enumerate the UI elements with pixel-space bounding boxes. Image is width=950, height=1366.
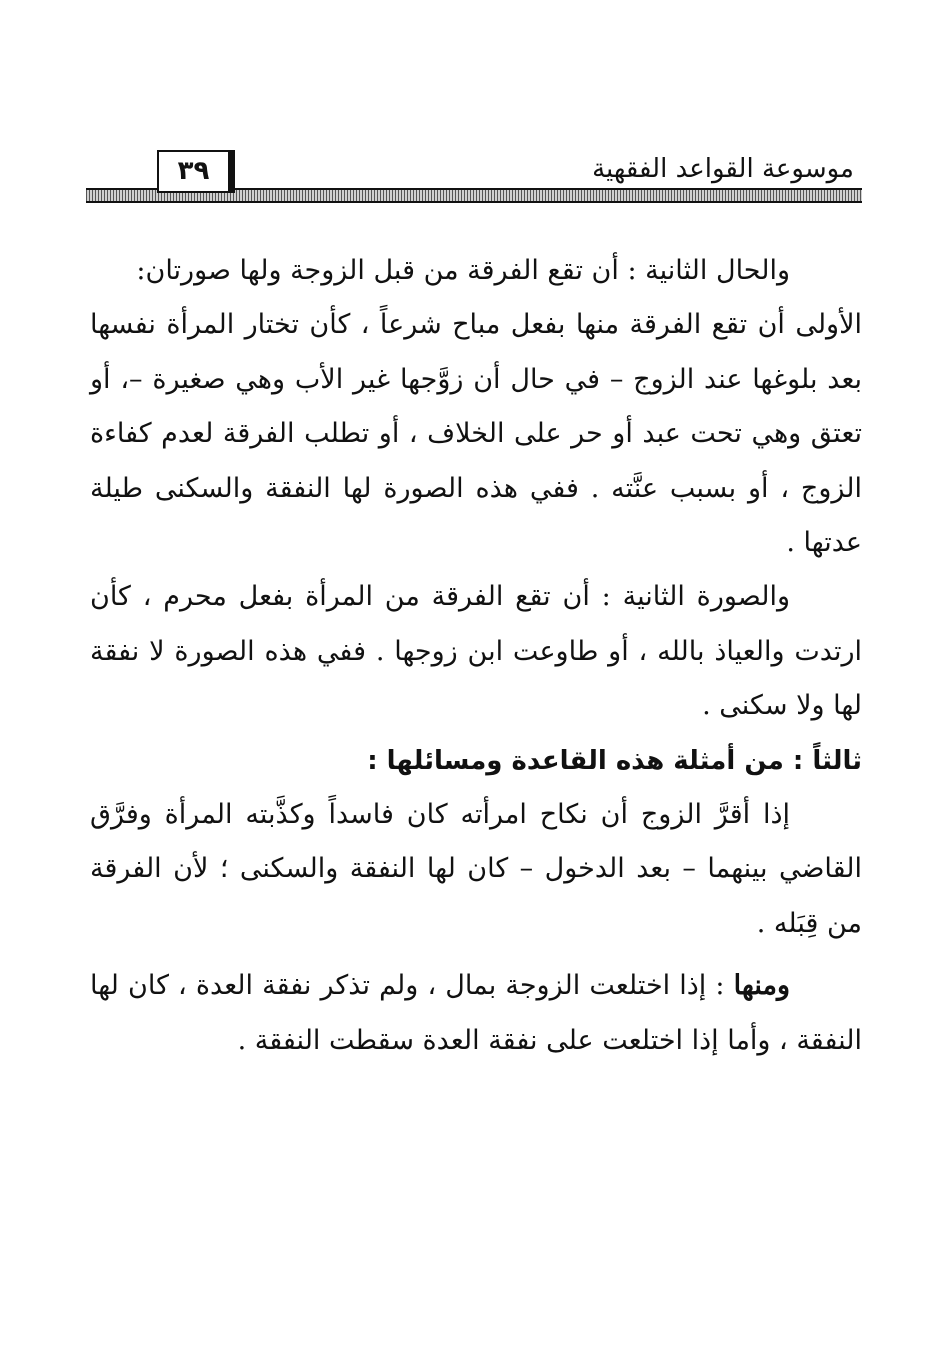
example-text: : إذا اختلعت الزوجة بمال ، ولم تذكر نفقة العدة ، كان لها النفقة ، وأما إذا اختلعت على نفقة العدة سقطت النفقة . <box>90 970 862 1056</box>
page-number: ٣٩ <box>157 150 235 193</box>
paragraph-hal-thaniya: والحال الثانية : أن تقع الفرقة من قبل الزوجة ولها صورتان: <box>136 255 790 286</box>
paragraph-example-2 <box>90 959 862 1068</box>
paragraph-sura-ula: الأولى أن تقع الفرقة منها بفعل مباح شرعاً ، كأن تختار المرأة نفسها بعد بلوغها عند الزوج – في حال أن زوَّجها غير الأب وهي صغيرة –، أو تعتق وهي تحت عبد أو حر على الخلاف ، أو تطلب الفرقة لعدم كفاءة الزوج ، أو بسبب عنَّته . ففي هذه الصورة لها النفقة والسكنى طيلة عدتها . <box>90 309 862 559</box>
paragraph-example-1: إذا أقرَّ الزوج أن نكاح امرأته كان فاسداً وكذَّبته المرأة وفرَّق القاضي بينهما – بعد الدخول – كان لها النفقة والسكنى ؛ لأن الفرقة من قِبَله . <box>90 799 862 939</box>
book-title: موسوعة القواعد الفقهية <box>592 154 854 184</box>
page-header <box>86 150 862 206</box>
body-text <box>90 244 862 1068</box>
example-lead: ومنها <box>733 970 790 1002</box>
section-heading: ثالثاً : من أمثلة هذه القاعدة ومسائلها : <box>367 745 862 776</box>
paragraph-sura-thaniya: والصورة الثانية : أن تقع الفرقة من المرأة بفعل محرم ، كأن ارتدت والعياذ بالله ، أو طاوعت ابن زوجها . ففي هذه الصورة لا نفقة لها ولا سكنى . <box>90 581 862 722</box>
